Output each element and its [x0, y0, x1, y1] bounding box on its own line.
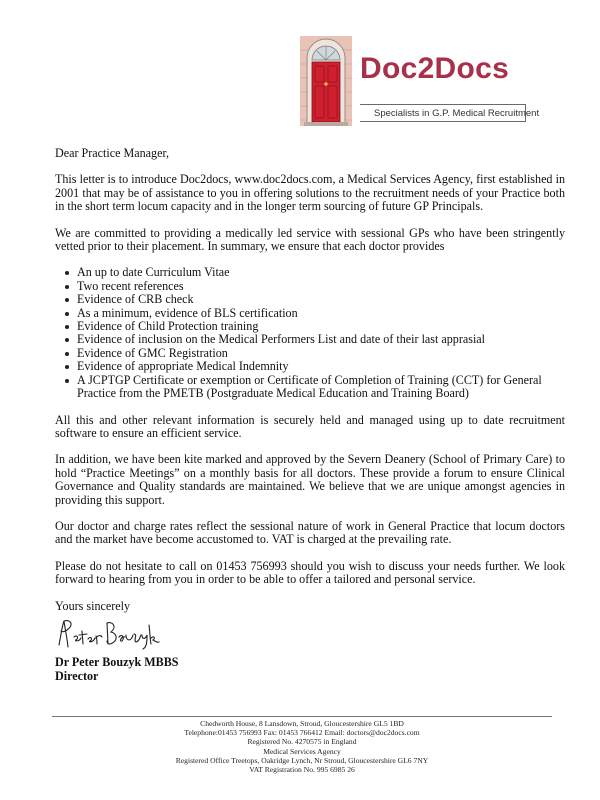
- list-item: Evidence of inclusion on the Medical Performers List and date of their last apprasial: [77, 333, 565, 346]
- brand-name: Doc2Docs: [360, 52, 510, 85]
- footer-registered-office: Registered Office Treetops, Oakridge Lynch, Nr Stroud, Gloucestershire GL6 7NY: [175, 755, 429, 765]
- letterhead-footer: [52, 719, 552, 774]
- company-logo: [300, 30, 540, 126]
- list-item: A JCPTGP Certificate or exemption or Certificate of Completion of Training (CCT) for General Practice from the PMETB (Postgraduate Medical Education and Training Board): [77, 374, 565, 401]
- footer-divider: [52, 716, 552, 717]
- list-item: Evidence of Child Protection training: [77, 320, 565, 333]
- list-item: An up to date Curriculum Vitae: [77, 266, 565, 279]
- footer-contact: Telephone:01453 756993 Fax: 01453 766412 Email: doctors@doc2docs.com: [184, 728, 420, 738]
- list-item: Evidence of CRB check: [77, 293, 565, 306]
- signer-name: Dr Peter Bouzyk MBBS: [55, 655, 179, 670]
- requirements-list: [55, 266, 565, 400]
- commitment-paragraph: We are committed to providing a medically led service with sessional GPs who have been stringently vetted prior to their placement. In summary, we ensure that each doctor provides: [55, 225, 565, 254]
- security-paragraph: All this and other relevant information is securely held and managed using up to date recruitment software to ensure an efficient service.: [55, 412, 565, 440]
- list-item: Evidence of appropriate Medical Indemnity: [77, 360, 565, 373]
- rates-paragraph: Our doctor and charge rates reflect the sessional nature of work in General Practice that locum doctors and the market have become accustomed to. VAT is charged at the prevailing rate.: [55, 518, 565, 547]
- salutation: Dear Practice Manager,: [55, 146, 170, 160]
- closing: Yours sincerely: [55, 598, 131, 613]
- handwritten-signature: [55, 617, 175, 651]
- footer-agency-type: Medical Services Agency: [263, 746, 341, 756]
- list-item: Two recent references: [77, 280, 565, 293]
- red-door-icon: [300, 30, 352, 126]
- footer-address: Chedworth House, 8 Lansdown, Stroud, Gloucestershire GL5 1BD: [200, 719, 404, 728]
- footer-registration: Registered No. 4270575 in England: [247, 737, 357, 747]
- letter-body: [55, 147, 565, 683]
- intro-paragraph: This letter is to introduce Doc2docs, www.doc2docs.com, a Medical Services Agency, first established in 2001 that may be of assistance to you in offering solutions to the recruitment needs of your Practice both in the short term locum capacity and in the longer term sourcing of future GP Principals.: [55, 172, 565, 214]
- signer-title: Director: [55, 668, 99, 683]
- list-item: As a minimum, evidence of BLS certification: [77, 307, 565, 320]
- footer-vat: VAT Registration No. 995 6985 26: [249, 765, 355, 775]
- brand-tagline: Specialists in G.P. Medical Recruitment: [374, 108, 540, 119]
- contact-paragraph: Please do not hesitate to call on 01453 756993 should you wish to discuss your needs further. We look forward to hearing from you in order to be able to offer a tailored and personal service.: [55, 558, 565, 587]
- list-item: Evidence of GMC Registration: [77, 347, 565, 360]
- deanery-paragraph: In addition, we have been kite marked and approved by the Severn Deanery (School of Primary Care) to hold “Practice Meetings” on a monthly basis for all doctors. These provide a forum to ensure Clinical Governance and Quality standards are maintained. We believe that we are unique amongst agencies in providing this support.: [55, 452, 565, 507]
